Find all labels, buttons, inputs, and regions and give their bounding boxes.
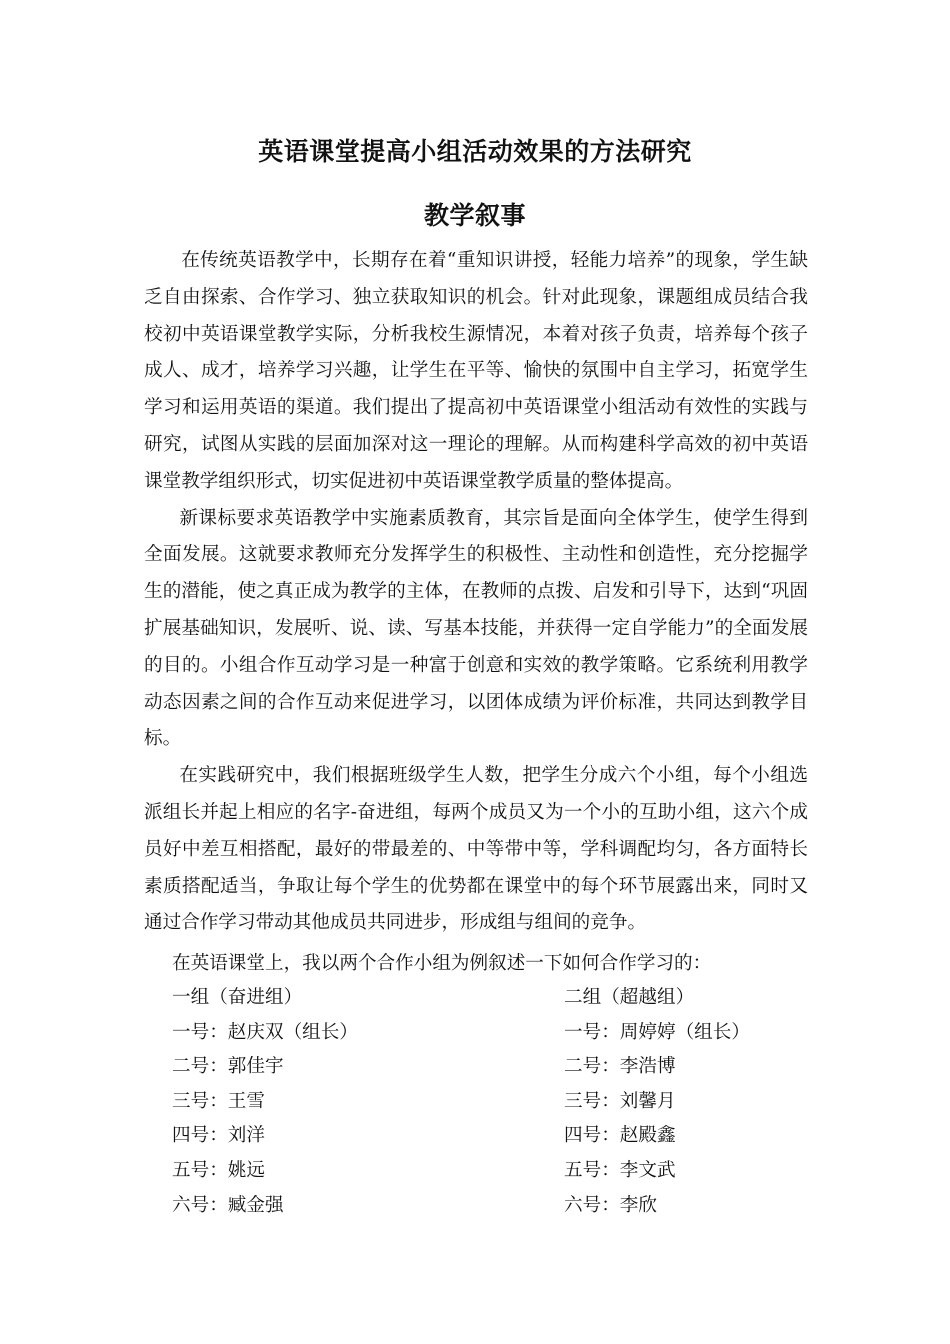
document-title: 英语课堂提高小组活动效果的方法研究 [258,137,692,166]
group-intro-line: 在英语课堂上，我以两个合作小组为例叙述一下如何合作学习的： [172,953,712,974]
paragraph-3: 在实践研究中，我们根据班级学生人数，把学生分成六个小组，每个小组选派组长并起上相应的名字-奋进组，每两个成员又为一个小的互助小组，这六个成员好中差互相搭配，最好的带最差的、中等带中等，学科调配均匀，各方面特长素质搭配适当，争取让每个学生的优势都在课堂中的每个环节展露出来，同时又通过合作学习带动其他成员共同进步，形成组与组间的竞争。 [144,765,808,934]
group-2-member: 二号：李浩博 [564,1056,676,1078]
group-1-member: 二号：郭佳宇 [172,1056,284,1078]
group-1-member: 五号：姚远 [172,1159,265,1181]
group-1-member: 三号：王雪 [172,1090,265,1112]
group-2-member: 一号：周婷婷（组长） [564,1021,750,1043]
group-1-member: 四号：刘洋 [172,1125,265,1147]
document-subtitle: 教学叙事 [423,201,526,230]
group-1-member: 一号：赵庆双（组长） [172,1021,358,1043]
group-1-member: 六号：臧金强 [172,1194,284,1216]
group-2-member: 五号：李文武 [564,1159,676,1181]
paragraph-2: 新课标要求英语教学中实施素质教育，其宗旨是面向全体学生，使学生得到全面发展。这就要求教师充分发挥学生的积极性、主动性和创造性，充分挖掘学生的潜能，使之真正成为教学的主体，在教师的点拨、启发和引导下，达到“巩固扩展基础知识，发展听、说、读、写基本技能，并获得一定自学能力”的全面发展的目的。小组合作互动学习是一种富于创意和实效的教学策略。它系统利用教学动态因素之间的合作互动来促进学习，以团体成绩为评价标准，共同达到教学目标。 [144,507,808,750]
group-2-name: 二组（超越组） [564,987,695,1008]
group-2-member: 三号：刘馨月 [564,1090,676,1112]
document-body [144,243,808,942]
paragraph-1: 在传统英语教学中，长期存在着“重知识讲授，轻能力培养”的现象，学生缺乏自由探索、合作学习、独立获取知识的机会。针对此现象，课题组成员结合我校初中英语课堂教学实际，分析我校生源情况，本着对孩子负责，培养每个孩子成人、成才，培养学习兴趣，让学生在平等、愉快的氛围中自主学习，拓宽学生学习和运用英语的渠道。我们提出了提高初中英语课堂小组活动有效性的实践与研究，试图从实践的层面加深对这一理论的理解。从而构建科学高效的初中英语课堂教学组织形式，切实促进初中英语课堂教学质量的整体提高。 [144,250,808,492]
group-2-column [564,981,750,1223]
group-1-name: 一组（奋进组） [172,987,303,1008]
group-2-member: 四号：赵殿鑫 [564,1125,676,1147]
group-1-column [172,981,358,1223]
group-2-member: 六号：李欣 [564,1194,657,1216]
